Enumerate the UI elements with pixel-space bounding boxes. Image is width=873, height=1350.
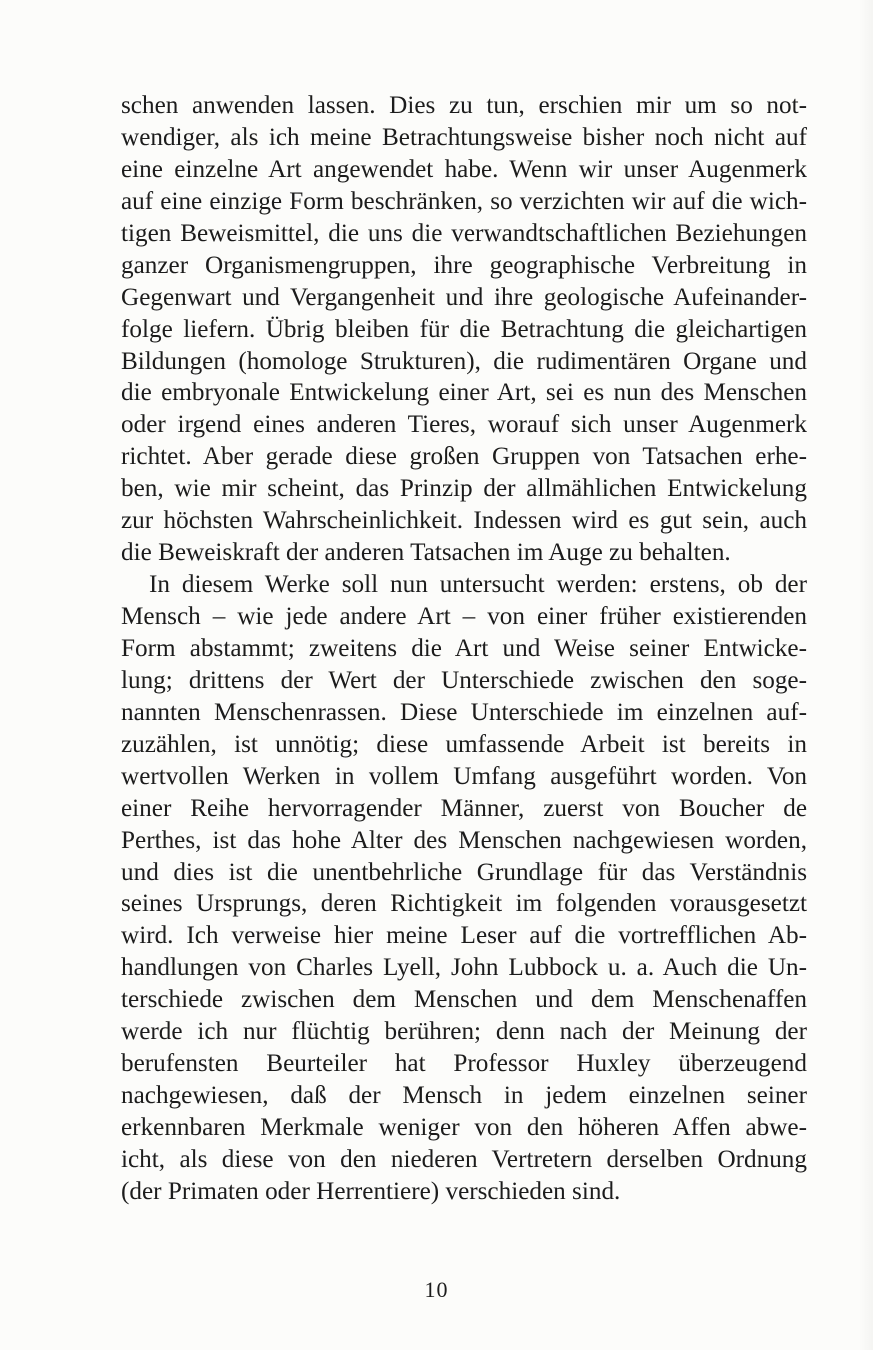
text-line: richtet. Aber gerade diese großen Gruppen von Tatsachen erhe- — [121, 443, 807, 471]
text-line: folge liefern. Übrig bleiben für die Betrachtung die gleichartigen — [121, 315, 807, 343]
text-line: Perthes, ist das hohe Alter des Menschen nachgewiesen worden, — [121, 826, 807, 854]
text-line: nannten Menschenrassen. Diese Unterschiede im einzelnen auf- — [121, 698, 807, 726]
text-line: terschiede zwischen dem Menschen und dem Menschenaffen — [121, 986, 807, 1014]
text-line: (der Primaten oder Herrentiere) verschieden sind. — [121, 1177, 621, 1205]
text-line: Form abstammt; zweitens die Art und Weise seiner Entwicke- — [121, 634, 807, 662]
text-line: icht, als diese von den niederen Vertretern derselben Ordnung — [121, 1145, 807, 1173]
text-line: zur höchsten Wahrscheinlichkeit. Indessen wird es gut sein, auch — [121, 507, 807, 535]
text-line: einer Reihe hervorragender Männer, zuerst von Boucher de — [121, 794, 807, 822]
text-line: erkennbaren Merkmale weniger von den höheren Affen abwe- — [121, 1114, 807, 1141]
text-line: werde ich nur flüchtig berühren; denn nach der Meinung der — [121, 1018, 807, 1046]
paragraph-1 — [121, 90, 807, 569]
text-line: und dies ist die unentbehrliche Grundlage für das Verständnis — [121, 858, 807, 886]
paragraph-2 — [121, 569, 807, 1208]
page-edge — [859, 0, 873, 1350]
text-line: tigen Beweismittel, die uns die verwandtschaftlichen Beziehungen — [121, 219, 807, 247]
text-line: auf eine einzige Form beschränken, so verzichten wir auf die wich- — [121, 187, 807, 215]
text-line: In diesem Werke soll nun untersucht werden: erstens, ob der — [149, 571, 807, 599]
text-line: handlungen von Charles Lyell, John Lubbock u. a. Auch die Un- — [121, 954, 807, 982]
page-number: 10 — [424, 1277, 449, 1302]
text-line: eine einzelne Art angewendet habe. Wenn wir unser Augenmerk — [121, 155, 807, 183]
text-line: schen anwenden lassen. Dies zu tun, erschien mir um so not- — [121, 92, 807, 119]
text-line: zuzählen, ist unnötig; diese umfassende Arbeit ist bereits in — [121, 730, 807, 758]
text-line: Bildungen (homologe Strukturen), die rudimentären Organe und — [121, 347, 807, 375]
text-line: die Beweiskraft der anderen Tatsachen im Auge zu behalten. — [121, 539, 731, 567]
text-line: wendiger, als ich meine Betrachtungsweise bisher noch nicht auf — [121, 123, 807, 151]
text-line: berufensten Beurteiler hat Professor Huxley überzeugend — [121, 1050, 807, 1078]
text-line: wertvollen Werken in vollem Umfang ausgeführt worden. Von — [121, 762, 807, 790]
text-line: ben, wie mir scheint, das Prinzip der allmählichen Entwickelung — [121, 475, 807, 503]
text-line: ganzer Organismengruppen, ihre geographische Verbreitung in — [121, 251, 807, 279]
text-line: nachgewiesen, daß der Mensch in jedem einzelnen seiner — [121, 1082, 807, 1110]
text-line: Mensch – wie jede andere Art – von einer früher existierenden — [121, 603, 807, 630]
text-line: seines Ursprungs, deren Richtigkeit im folgenden vorausgesetzt — [121, 890, 807, 918]
text-line: Gegenwart und Vergangenheit und ihre geologische Aufeinander- — [121, 283, 807, 311]
text-line: wird. Ich verweise hier meine Leser auf die vortrefflichen Ab- — [121, 922, 807, 950]
text-line: die embryonale Entwickelung einer Art, sei es nun des Menschen — [121, 379, 807, 407]
text-line: lung; drittens der Wert der Unterschiede zwischen den soge- — [121, 666, 807, 694]
text-line: oder irgend eines anderen Tieres, worauf sich unser Augenmerk — [121, 411, 807, 439]
body-text — [121, 90, 807, 1208]
